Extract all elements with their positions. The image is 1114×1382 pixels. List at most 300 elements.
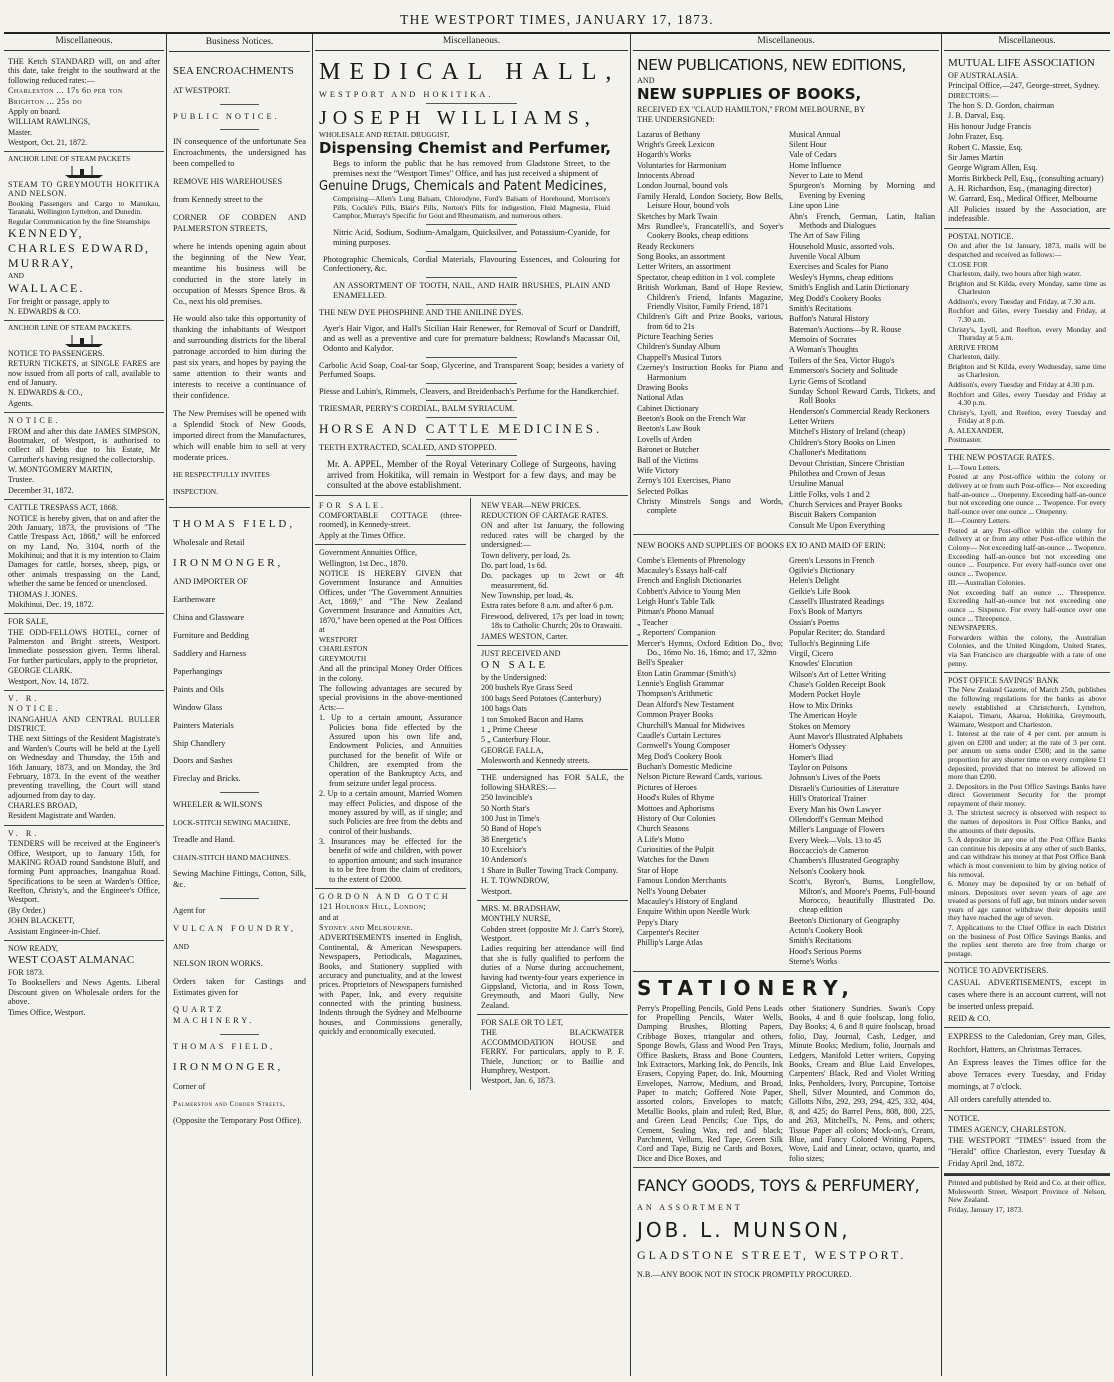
vr-mark: V. R. [8, 693, 40, 703]
book-title: Memoirs of Socrates [789, 335, 857, 344]
director-name: W. Garrard, Esq., Medical Officer, Melbourne [948, 194, 1098, 204]
book-title: Consult Me Upon Everything [789, 520, 885, 530]
ship-name: WALLACE. [8, 280, 85, 295]
ad-paragraph: AN ASSORTMENT OF TOOTH, NAIL, AND HAIR BRUSHES, PLAIN AND ENAMELLED. [333, 281, 610, 300]
book-title: Eton Latin Grammar (Smith's) [637, 668, 736, 678]
office-line: Government Annuities Office, [319, 548, 418, 558]
book-title: Chappell's Musical Tutors [637, 352, 722, 362]
ad-paragraph: IN consequence of the unfortunate Sea Encroachments, the undersigned has been compelled to [173, 137, 306, 169]
ad-paragraph: CORNER OF COBDEN AND PALMERSTON STREETS, [173, 213, 306, 234]
ad-heading: NOW READY, [8, 943, 59, 953]
book-title: Drawing Books [637, 382, 689, 392]
book-title: Acton's Cookery Book [789, 926, 863, 935]
ad-heading: HORSE AND CATTLE MEDICINES. [319, 420, 603, 436]
merchant-name: JOB. L. MUNSON, [637, 1217, 851, 1242]
ad-body: Perry's Propelling Pencils, Gold Pens Leads for Propelling Pencils, Water Wells, Damping Brushes, Blotting Papers, Cribbage Boxes, triangular and others, Sponge Bowls, Glass and Wood Pen Trays, Office Baskets, Brass and Bone Counters, Ink Extractors, Marking Ink, do Pencils, Ink Erasers, Copying Paper, do. Ink, Mourning Envelopes, Narrow, Medium, and Broad, Paper to match; Goffered Note Paper, assorted colors, Envelopes to match; Metallic Books, plain and ruled; Red, Blue, and Green Lead Pencils; Cue Tips, do Cement, Sealing Wax, red and black; Parchment, Vellum, Red Tape, Green Silk Cord and Tape, Bizig ne Cards and Boxes, Dice and Dice Boxes, and [637, 1003, 783, 1163]
book-title: Macauley's Essays half-calf [637, 565, 728, 575]
book-title: Family Herald, London Society, Bow Bells, Leisure Hour, bound vols [637, 191, 783, 211]
ad-subtitle: Wholesale and Retail [173, 538, 245, 547]
book-title: Helen's Delight [789, 576, 840, 586]
book-title: Line upon Line [789, 201, 839, 211]
goods-item: 5 „ Canterbury Flour. [481, 735, 551, 745]
savings-rule: 1. Interest at the rate of 4 per cent. per annum is given on £200 and under; at the rate of 3 per cent. per annum on sums under £500; and in the same proportion for any shorter time on every complete £1 deposited, provided that no interest be allowed on more than £200. [948, 729, 1106, 782]
ad-paragraph: Mr. A. APPEL, Member of the Royal Veterinary College of Surgeons, having arrived from Hokitika, will remain in Westport for a few days, and may be consulted at the above establishment. [327, 459, 616, 491]
book-title: Dean Alford's New Testament [637, 699, 735, 709]
ad-body: THE BLACKWATER ACCOMMODATION HOUSE and FERRY. For particulars, apply to P. F. Thiele, Junction; or to Baillie and Humphrey, Westport. [481, 1028, 624, 1075]
ad-paragraph: Carbolic Acid Soap, Coal-tar Soap, Glycerine, and Transparent Soap; besides a variety of Perfumed Soaps. [319, 360, 624, 380]
book-title: Church Services and Prayer Books [789, 500, 902, 509]
book-title: „ Reporters' Companion [637, 628, 716, 638]
director-name: George Wigram Allen, Esq. [948, 163, 1038, 173]
book-title: Hill's Oratorical Trainer [789, 794, 867, 804]
goods-item: Furniture and Bedding [173, 630, 249, 640]
book-title: Buchan's Domestic Medicine [637, 762, 732, 771]
signer: GEORGE CLARK. [8, 666, 73, 676]
book-title: History of Our Colonies [637, 813, 716, 823]
book-title: Vale of Cedars [789, 150, 837, 160]
book-title: Churchill's Manual for Midwives [637, 720, 745, 730]
share-item: 10 Excelsior's [481, 845, 527, 855]
ad-paragraph: Ayer's Hair Vigor, and Hall's Sicilian Hair Renewer, for Removal of Scurf or Dandriff, and as well as a preventive and cure for premature baldness; Rowland's Macassar Oil, Odonto and Kalydor. [323, 324, 620, 353]
book-title: Geikie's Life Book [789, 586, 851, 596]
book-title: „ Teacher [637, 617, 668, 627]
book-title: National Atlas [637, 393, 684, 403]
agent-line: QUARTZ MACHINERY. [173, 1005, 255, 1026]
address-line: 121 Holborn Hill, London; [319, 902, 427, 912]
signer: REID & CO. [948, 1014, 991, 1024]
ad-title: NEW BOOKS AND SUPPLIES OF BOOKS EX IO AND MAID OF ERIN: [637, 541, 886, 551]
share-item: 250 Invincible's [481, 793, 533, 803]
book-title: Ogilvie's Dictionary [789, 565, 855, 575]
share-item: 38 Energetic's [481, 834, 527, 844]
book-title: Emmerson's Society and Solitude [789, 366, 898, 376]
ad-subtitle: AT WESTPORT. [173, 85, 231, 95]
ad-body: COMFORTABLE COTTAGE (three-roomed), in Kennedy-street. [319, 511, 462, 530]
book-title: Meg Dodd's Cookery Books [789, 293, 882, 303]
book-title: Nelson Picture Reward Cards, various. [637, 772, 763, 782]
mail-schedule: Charleston, daily. [948, 352, 1000, 362]
book-title: Homer's Iliad [789, 752, 833, 762]
ad-title: SEA ENCROACHMENTS [173, 65, 294, 78]
book-list-right [789, 555, 935, 968]
column-header: Miscellaneous. [633, 34, 939, 51]
book-title: Common Prayer Books [637, 710, 713, 720]
book-title: Miller's Language of Flowers [789, 825, 885, 835]
book-list-right [789, 129, 935, 532]
book-title: Scott's, Byron's, Burns, Longfellow, Milton's, and Moore's Poems, Full-bound Morocco, beautifully Illustrated Do. cheap edition [789, 877, 935, 915]
ad-subtitle: FOR 1873. [8, 968, 44, 978]
book-title: Letter Writers [789, 417, 835, 426]
ad-title: WEST COAST ALMANAC [8, 954, 135, 967]
ad-paragraph: Begs to inform the public that he has removed from Gladstone Street, to the premises next the "Westport Times" Office, and has just received a shipment of [333, 158, 610, 178]
director-name: His honour Judge Francis [948, 121, 1031, 131]
book-title: Wife Victory [637, 465, 679, 475]
book-title: Children's Story Books on Linen [789, 437, 896, 447]
ad-paragraph: Piesse and Lubin's, Rimmels, Cleavers, and Breidenbach's Perfume for the Handkerchief. [319, 387, 619, 397]
ad-title: TIMES AGENCY, CHARLESTON. [948, 1124, 1066, 1134]
column-4 [633, 34, 939, 1378]
agent-line: AND [173, 942, 190, 952]
insurance-point: 3. Insurances may be effected for the benefit of wife and children, with power to apportion amount; and such insurance is to be free from the claim of creditors, to the extent of £2000. [319, 837, 462, 884]
erin-books-ad [633, 535, 939, 971]
book-title: Cobbett's Advice to Young Men [637, 586, 741, 596]
ad-title: NEW PUBLICATIONS, NEW EDITIONS, [637, 56, 906, 75]
book-title: Spectator, cheap edition in 1 vol. complete [637, 272, 776, 282]
book-title: Mrs Rundlee's, Francatelli's, and Soyer's Cookery Books, cheap editions [637, 221, 783, 241]
anchor-line-ad [4, 152, 164, 321]
column-3-right [477, 498, 628, 1090]
ad-subtitle: THE UNDERSIGNED: [637, 115, 715, 125]
director-name: A. H. Richardson, Esq., (managing director) [948, 184, 1092, 194]
ad-date: December 31, 1872. [8, 485, 74, 495]
sea-encroachments-ad [169, 55, 310, 507]
machine-line: Sewing Machine Fittings, Cotton, Silk, &c. [173, 869, 306, 890]
ad-trade: Dispensing Chemist and Perfumer, [319, 139, 611, 158]
rate-line: New Township, per load, 4s. [481, 591, 574, 601]
cartage-ad [477, 498, 628, 646]
signer: W. MONTGOMERY MARTIN, [8, 465, 113, 475]
book-title: Czerney's Instruction Books for Piano and Harmonium [637, 363, 783, 382]
column-divider [630, 34, 631, 1376]
book-title: Caudle's Curtain Lectures [637, 730, 721, 740]
ad-body: The following advantages are secured by special provisions in the above-mentioned Acts:— [319, 684, 462, 712]
book-title: Pictures of Heroes [637, 782, 697, 792]
ad-title: FOR SALE, [8, 617, 49, 627]
goods-item: Fireclay and Bricks. [173, 774, 241, 784]
book-title: Silent Hour [789, 139, 827, 149]
ad-trade: IRONMONGER, [173, 556, 284, 569]
imprint-text: Printed and published by Reid and Co. at their office, Molesworth Street, Westport Province of Nelson, New Zealand. [948, 1178, 1106, 1205]
book-title: Every Week—Vols. 13 to 45 [789, 835, 882, 845]
simpson-notice [4, 413, 164, 500]
insurance-point: 2. Up to a certain amount, Married Women may effect Policies, and dispose of the money assured by will, as if single; and such Policies are free from the debts and control of their husbands. [319, 789, 462, 836]
ad-body: All Policies issued by the Association, are indefeasible. [948, 204, 1106, 224]
book-title: Sterne's Works [789, 957, 838, 967]
ad-subtitle: by the Undersigned: [481, 673, 547, 683]
cottage-sale-ad [315, 498, 466, 546]
mail-schedule: Brighton and St Kilda, every Wednesday, same time as Charleston. [948, 361, 1106, 380]
signer: THOMAS J. JONES. [8, 589, 78, 599]
book-title: Beeton's Law Book [637, 424, 701, 434]
ad-body: All orders carefully attended to. [948, 1095, 1052, 1105]
agent-line: NELSON IRON WORKS. [173, 958, 263, 968]
goods-item: Earthenware [173, 595, 216, 605]
ad-date: Wellington, 1st Dec., 1870. [319, 558, 408, 568]
book-title: Ready Reckoners [637, 241, 694, 251]
ad-body: THE undersigned has FOR SALE, the following SHARES:— [481, 773, 624, 792]
ad-body: THE ODD-FELLOWS HOTEL, corner of Palmerston and Bright streets, Westport. Immediate possession given. Terms liberal. For further particulars, apply to the proprietor, [8, 627, 160, 665]
goods-item: Painters Materials [173, 720, 234, 730]
ad-title: ANCHOR LINE OF STEAM PACKETS [8, 154, 131, 164]
book-title: Wright's Greek Lexicon [637, 139, 715, 149]
goods-item: 100 bags Oats [481, 704, 527, 714]
book-title: Johnson's Lives of the Poets [789, 773, 881, 783]
agent-line: Orders taken for Castings and Estimates given for [173, 976, 306, 997]
book-title: Never to Late to Mend [789, 171, 863, 180]
ad-trade: IRONMONGER, [173, 1061, 284, 1074]
column-divider [941, 34, 942, 1376]
book-title: Children's Gift and Prize Books, various, from 6d to 21s [637, 312, 783, 331]
machine-line: WHEELER & WILSON'S [173, 800, 263, 810]
mail-schedule: Rochfort and Giles, every Tuesday and Friday, at 7.30 a.m. [948, 306, 1106, 324]
ad-subtitle: CLOSE FOR [948, 259, 988, 269]
merchant-name: THOMAS FIELD, [173, 517, 296, 530]
book-title: Disraeli's Curiosities of Literature [789, 783, 900, 793]
cattle-trespass-notice [4, 500, 164, 614]
ad-heading: NOTICE. [948, 1114, 980, 1124]
goods-item: Doors and Sashes [173, 756, 233, 766]
ad-paragraph: The New Premises will be opened with a Splendid Stock of New Goods, imported direct from the Manufactures, which will enable him to sell at very moderate prices. [173, 408, 306, 462]
goods-item: Paints and Oils [173, 684, 224, 694]
rules-list [948, 730, 1106, 958]
signer: GEORGE FALLA, [481, 745, 544, 755]
share-item: 1 Share in Buller Towing Track Company. [481, 865, 619, 875]
times-agency-notice [944, 1111, 1110, 1174]
ad-title: MRS. M. BRADSHAW, [481, 903, 561, 913]
imprint-date: Friday, January 17, 1873. [948, 1204, 1024, 1214]
ship-name: CHARLES EDWARD, [8, 241, 151, 256]
book-title: Buffon's Natural History [789, 314, 869, 324]
ad-body: FROM and after this date JAMES SIMPSON, Bootmaker, of Westport, is authorised to collect all Debts due to his Estate, Mr Carruther's having resigned the collectorship. [8, 426, 160, 464]
steamship-icon [62, 165, 106, 179]
medical-hall-ad [315, 54, 628, 496]
book-title: Tulloch's Beginning Life [789, 638, 870, 648]
book-title: Song Books, an assortment [637, 252, 726, 261]
column-header: Business Notices. [169, 34, 310, 52]
book-title: Star of Hope [637, 865, 679, 875]
order-line: (By Order.) [8, 905, 46, 915]
book-title: Biscuit Bakers Companion [789, 510, 877, 520]
stationery-text [637, 1003, 935, 1164]
signer-role: Master. [8, 127, 33, 137]
book-title: Lovells of Arden [637, 434, 692, 444]
merchant-name: JOSEPH WILLIAMS, [319, 106, 596, 129]
ad-heading: NOTICE. [8, 704, 61, 714]
book-title: Wilson's Art of Letter Writing [789, 669, 886, 679]
column-1 [4, 34, 164, 1378]
ad-body: For freight or passage, apply to [8, 296, 110, 306]
book-title: Bell's Speaker [637, 658, 684, 668]
signer: WILLIAM RAWLINGS, [8, 117, 91, 127]
publications-ad [633, 54, 939, 535]
signer: JAMES WESTON, Carter. [481, 631, 568, 641]
book-title: Spurgeon's Morning by Morning and Evening by Evening [789, 181, 935, 200]
book-title: Lazarus of Bethany [637, 129, 701, 139]
book-title: Macauley's History of England [637, 896, 738, 906]
rate-heading: I.—Town Letters. [948, 462, 1001, 472]
insurance-point: 1. Up to a certain amount, Assurance Policies bona fide effected by the Assured upon his own life and, Endowment Policies, and Annuities purchased for the benefit of Wife or Children, are exempted from the operation of the Bankruptcy Acts, and from seizure under legal process. [319, 713, 462, 788]
rate-heading: NEWSPAPERS. [948, 623, 998, 633]
ship-name: MURRAY, [8, 256, 76, 271]
ad-subtitle: ARRIVE FROM [948, 342, 999, 352]
book-title: Christy Minstrels Songs and Words, complete [637, 497, 783, 516]
ad-body: THE next Sittings of the Resident Magistrate's and Warden's Courts will be held at the Lyell on Wednesday and Thursday, the 15th and 16th January, 1873, and on Monday, the 3rd February, 1873. In the event of the weather preventing travelling, the Court will stand adjourned from day to day. [8, 734, 160, 800]
book-title: Thompson's Arithmetic [637, 689, 713, 699]
book-list [637, 555, 935, 968]
book-title: Stokes on Memory [789, 721, 851, 731]
rate-text: Posted at any Post-office within the colony or delivery at or from such Post-office— Not exceeding half-an-ounce ... Onepenny. Exceeding half-an-ounce but not exceeding one ounce ... Twopence. For every half-ounce over one ounce ... Onepenny. [948, 472, 1106, 516]
signer-role: Resident Magistrate and Warden. [8, 811, 116, 821]
mail-schedule: Addison's, every Tuesday and Friday, at 7.30 a.m. [948, 296, 1096, 306]
insurance-notice [315, 545, 466, 889]
ad-note: N.B.—ANY BOOK NOT IN STOCK PROMPTLY PROCURED. [637, 1270, 852, 1280]
book-title: Aunt Mavor's Illustrated Alphabets [789, 731, 903, 741]
ad-date: Westport, Jan. 6, 1873. [481, 1076, 556, 1086]
ad-body: The New Zealand Gazette, of March 25th, publishes the following regulations for the banks as above newly established at Christchurch, Lyttelton, Kaiapoi, Timaru, Akaroa, Hokitika, Greymouth, Waimate, Westport and Charleston. [948, 685, 1106, 729]
ad-subtitle: WHOLESALE AND RETAIL DRUGGIST, [319, 129, 450, 139]
ship-name: KENNEDY, [8, 226, 84, 241]
book-title: Enquire Within upon Needle Work [637, 907, 750, 917]
book-title: Knowles' Elocution [789, 659, 853, 669]
address-line: Palmerston and Cobden Streets, [173, 1099, 286, 1109]
director-name: Robert C. Massie, Esq. [948, 142, 1023, 152]
book-title: Ollendorff's German Method [789, 814, 883, 824]
apply-line: Apply on board. [8, 106, 61, 116]
ad-heading: NOTICE TO PASSENGERS. [8, 348, 105, 358]
ad-invite: HE RESPECTFULLY INVITES [173, 470, 270, 480]
imprint [944, 1174, 1110, 1218]
mail-schedule: Addison's, every Tuesday and Friday at 4.30 p.m. [948, 380, 1095, 390]
ad-subtitle: AND [637, 75, 655, 85]
nurse-ad [477, 901, 628, 1015]
apply-line: Apply at the Times Office. [319, 530, 406, 540]
goods-item: 100 bags Seed Potatoes (Canterbury) [481, 693, 602, 703]
mutual-life-ad [944, 54, 1110, 229]
column-3-left [315, 498, 471, 1090]
book-title: Henderson's Commercial Ready Reckoners [789, 406, 930, 416]
book-title: Carpenter's Reciter [637, 928, 699, 937]
book-title: Cornwell's Young Composer [637, 741, 730, 751]
ad-paragraph: Photographic Chemicals, Cordial Materials, Flavouring Essences, and Colouring for Confectionery, &c. [323, 254, 620, 274]
ad-title: POST OFFICE SAVINGS' BANK [948, 676, 1059, 686]
goods-item: 1 „ Prime Cheese [481, 724, 538, 734]
book-title: Home Influence [789, 160, 842, 170]
goods-item: China and Glassware [173, 613, 245, 623]
book-title: Hood's Rules of Rhyme [637, 793, 715, 803]
ship-and: AND [8, 271, 25, 281]
ad-paragraph: TRIESMAR, PERRY'S CORDIAL, BALM SYRIACUM. [319, 403, 515, 413]
arrive-list [948, 353, 1106, 426]
column-header: Miscellaneous. [315, 34, 628, 51]
ad-heading: FOR SALE. [319, 500, 387, 510]
column-header: Miscellaneous. [944, 34, 1110, 51]
book-title: Ahn's French, German, Latin, Italian Methods and Dialogues [789, 211, 935, 230]
book-title: Wesley's Hymns, cheap editions [789, 272, 894, 282]
book-title: A Life's Motto [637, 834, 685, 844]
advertisers-notice [944, 963, 1110, 1028]
book-title: Lennie's English Grammar [637, 679, 724, 688]
director-name: Sir James Martin [948, 152, 1004, 162]
rate-line: Charleston ... 17s 6d per ton [8, 86, 123, 96]
book-title: Curiosities of the Pulpit [637, 845, 715, 854]
book-title: Lyric Gems of Scotland [789, 376, 867, 386]
signer: N. EDWARDS & CO., [8, 388, 83, 398]
book-title: London Journal, bound vols [637, 181, 728, 191]
book-title: Ursuline Manual [789, 479, 844, 489]
address-line: Cobden street (opposite Mr J. Carr's Store), Westport. [481, 924, 624, 944]
book-title: Mottoes and Aphorisms [637, 803, 715, 813]
column-2 [169, 34, 310, 1378]
ad-heading: FOR SALE OR TO LET, [481, 1018, 564, 1028]
ad-body: NOTICE is hereby given, that on and after the 20th January, 1873, the provisions of "The Cattle Trespass Act, 1868," will be enforced on my Land, No. 3104, north of the Mokihinui; and that it is my intention to Claim Damages for cattle, horses, sheep, pigs, or other animals trespassing on the Land, whether the same be fenced or unenclosed. [8, 513, 160, 589]
ad-title: REDUCTION OF CARTAGE RATES. [481, 511, 609, 521]
ad-title: STATIONERY, [637, 975, 856, 1000]
ad-subtitle: DIRECTORS:— [948, 90, 999, 100]
book-title: Exercises and Scales for Piano [789, 262, 889, 272]
postage-rates [944, 450, 1110, 673]
book-title: Sketches by Mark Twain [637, 211, 718, 221]
place-name: GREYMOUTH [319, 653, 367, 663]
ad-title: ON SALE [481, 659, 549, 672]
rate-heading: II.—Country Letters. [948, 516, 1011, 526]
goods-item: Ship Chandlery [173, 738, 226, 748]
inangahua-notice [4, 691, 164, 826]
almanac-ad [4, 941, 164, 1021]
rate-text: Forwarders within the colony, the Australian Colonies, and the United Kingdom, United States, via San Francisco are chargeable with a rate of one penny. [948, 632, 1106, 668]
ad-title: THE NEW POSTAGE RATES. [948, 453, 1055, 463]
ad-title: FANCY GOODS, TOYS & PERFUMERY, [637, 1176, 920, 1196]
book-title: Zerny's 101 Exercises, Piano [637, 476, 731, 486]
savings-rule: 7. Applications to the Chief Office in each District on the business of Post Office Savings Banks, and the replies sent thereto are free from charge or postage. [948, 922, 1106, 958]
book-title: Watches for the Dawn [637, 855, 709, 865]
book-title: Mercer's Hymns, Oxford Edition Do., 8vo; Do., 16mo No. 16, 16mo; and 17, 32mo [637, 638, 783, 657]
merchant-name: THOMAS FIELD, [173, 1042, 276, 1052]
ad-date: Mokihinui, Dec. 19, 1872. [8, 599, 94, 609]
ad-body: ON and after 1st January, the following reduced rates will be charged by the undersigned:— [481, 521, 624, 550]
book-title: Church Seasons [637, 824, 689, 834]
ad-body: Regular Communication by the fine Steamships [8, 216, 150, 226]
book-title: Beeton's Dictionary of Geography [789, 915, 900, 925]
newspaper-title: THE WESTPORT TIMES, JANUARY 17, 1873. [400, 12, 714, 27]
ad-title: POSTAL NOTICE. [948, 231, 1014, 241]
book-list [637, 129, 935, 532]
ad-paragraph: Comprising—Allen's Lung Balsam, Chlorodyne, Ford's Balsam of Horehound, Morrison's Pills, Cockle's Pills, Blair's Pills, Norton's Pills for indigestion, Fluid Magnesia, Fluid Camphor, Murray's Specific for Gout and Rheumatism, and numerous others. [333, 194, 610, 221]
book-title: The American Hoyle [789, 711, 857, 721]
book-title: Bateman's Auctions—by R. Rouse [789, 324, 902, 334]
ad-paragraph: THE NEW DYE PHOSPHINE AND THE ANILINE DYES. [319, 307, 524, 317]
column-divider [166, 34, 167, 1376]
share-item: 10 Anderson's [481, 855, 527, 865]
seed-sale-ad [477, 646, 628, 771]
ad-title: CATTLE TRESPASS ACT, 1868. [8, 503, 118, 513]
ad-body: RETURN TICKETS, at SINGLE FARES are now issued from all ports of call, available to end of January. [8, 359, 160, 388]
rate-text: Not exceeding half an ounce ... Threepence. Exceeding half-an-ounce but not exceeding one ounce ... Sixpence. For every half-ounce over one ounce ... Threepence. [948, 587, 1106, 623]
ad-date: Westport, Oct. 21, 1872. [8, 138, 88, 148]
ad-paragraph: Nitric Acid, Sodium, Sodium-Amalgam, Quicksilver, and Potassium-Cyanide, for mining purposes. [333, 228, 610, 247]
ad-body: And all the principal Money Order Offices in the colony. [319, 664, 462, 683]
book-title: Fox's Book of Martyrs [789, 607, 863, 617]
ad-subtitle: AND IMPORTER OF [173, 577, 248, 587]
close-list [948, 270, 1106, 343]
stationery-ad [633, 972, 939, 1169]
book-title: Household Music, assorted vols. [789, 241, 895, 251]
goods-item: Saddlery and Harness [173, 648, 247, 658]
book-title: Beeton's Book on the French War [637, 414, 746, 423]
ad-title: GORDON AND GOTCH [319, 891, 451, 901]
signer-role: Postmaster. [948, 435, 982, 445]
book-title: Taylor on Poisons [789, 763, 848, 772]
column-divider [312, 34, 313, 1376]
ad-title: INANGAHUA AND CENTRAL BULLER DISTRICT. [8, 714, 160, 734]
ad-heading: PUBLIC NOTICE. [173, 111, 280, 121]
book-title: Pitman's Phono Manual [637, 607, 715, 617]
agent-line: Agent for [173, 906, 206, 916]
goods-item: Window Glass [173, 702, 223, 712]
savings-rule: 6. Money may be deposited by or on behalf of minors. Depositors over seven years of age are treated as persons of full age, but minors under seven years of age cannot withdraw their deposits until they have reached the age of seven. [948, 879, 1106, 923]
address-line: Molesworth and Kennedy streets. [481, 756, 590, 766]
mail-schedule: Christy's, Lyell, and Reefton, every Monday and Thursday at 5 a.m. [948, 324, 1106, 343]
book-title: Juvenile Vocal Album [789, 252, 861, 261]
